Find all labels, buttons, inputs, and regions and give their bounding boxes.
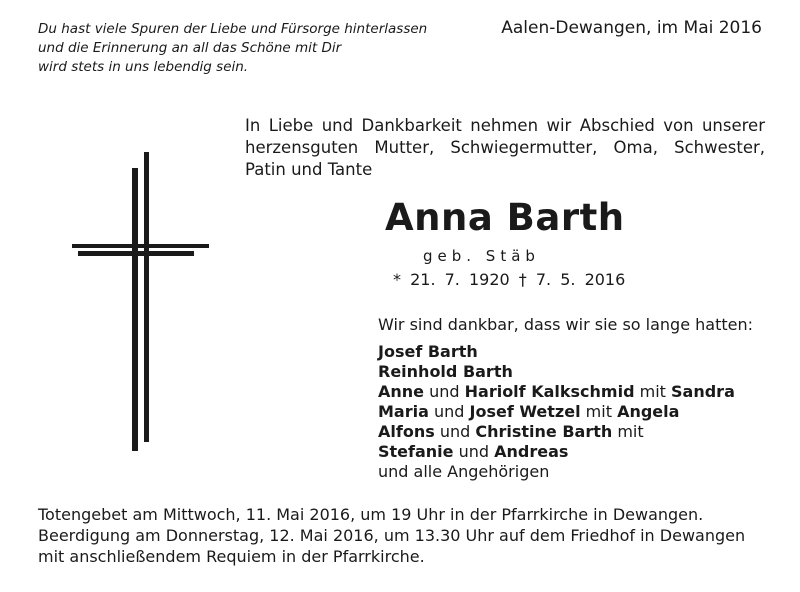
quote-line: wird stets in uns lebendig sein. xyxy=(38,59,249,75)
intro-text: In Liebe und Dankbarkeit nehmen wir Abschied von unserer herzensguten Mutter, Schwiegermutter, Oma, Schwester, Patin und Tante xyxy=(245,116,765,179)
connector: und xyxy=(428,402,470,421)
family-member: Sandra xyxy=(671,382,735,401)
birth-name: geb. Stäb xyxy=(423,247,540,265)
life-dates: * 21. 7. 1920 † 7. 5. 2016 xyxy=(393,270,626,289)
family-member: Josef Barth xyxy=(378,342,478,361)
connector: mit xyxy=(634,382,672,401)
family-member: Andreas xyxy=(494,442,569,461)
family-member: Maria xyxy=(378,402,429,421)
family-member: Reinhold Barth xyxy=(378,362,513,381)
family-member: Christine Barth xyxy=(475,422,613,441)
family-line xyxy=(378,422,735,442)
family-line xyxy=(378,462,735,482)
thanks-line: Wir sind dankbar, dass wir sie so lange hatten: xyxy=(378,315,753,334)
service-info xyxy=(38,504,745,567)
family-member: Stefanie xyxy=(378,442,454,461)
family-member: Alfons xyxy=(378,422,435,441)
family-line xyxy=(378,362,735,382)
memorial-quote xyxy=(38,20,427,77)
service-line: mit anschließendem Requiem in der Pfarrkirche. xyxy=(38,547,425,566)
connector: und xyxy=(434,422,476,441)
connector: und xyxy=(453,442,495,461)
family-line xyxy=(378,342,735,362)
deceased-name: Anna Barth xyxy=(385,196,625,239)
family-line xyxy=(378,402,735,422)
place-date: Aalen-Dewangen, im Mai 2016 xyxy=(501,18,762,38)
family-member: Hariolf Kalkschmid xyxy=(464,382,635,401)
cross-icon xyxy=(68,148,210,456)
connector: und alle Angehörigen xyxy=(378,462,550,481)
family-line xyxy=(378,442,735,462)
service-line: Totengebet am Mittwoch, 11. Mai 2016, um 19 Uhr in der Pfarrkirche in Dewangen. xyxy=(38,505,704,524)
family-member: Josef Wetzel xyxy=(469,402,581,421)
quote-line: und die Erinnerung an all das Schöne mit Dir xyxy=(38,40,342,56)
family-member: Angela xyxy=(617,402,680,421)
connector: mit xyxy=(612,422,644,441)
connector: und xyxy=(424,382,465,401)
connector: mit xyxy=(580,402,618,421)
family-list xyxy=(378,342,735,482)
family-member: Anne xyxy=(378,382,425,401)
quote-line: Du hast viele Spuren der Liebe und Fürsorge hinterlassen xyxy=(38,21,428,37)
family-line xyxy=(378,382,735,402)
service-line: Beerdigung am Donnerstag, 12. Mai 2016, um 13.30 Uhr auf dem Friedhof in Dewangen xyxy=(38,526,746,545)
